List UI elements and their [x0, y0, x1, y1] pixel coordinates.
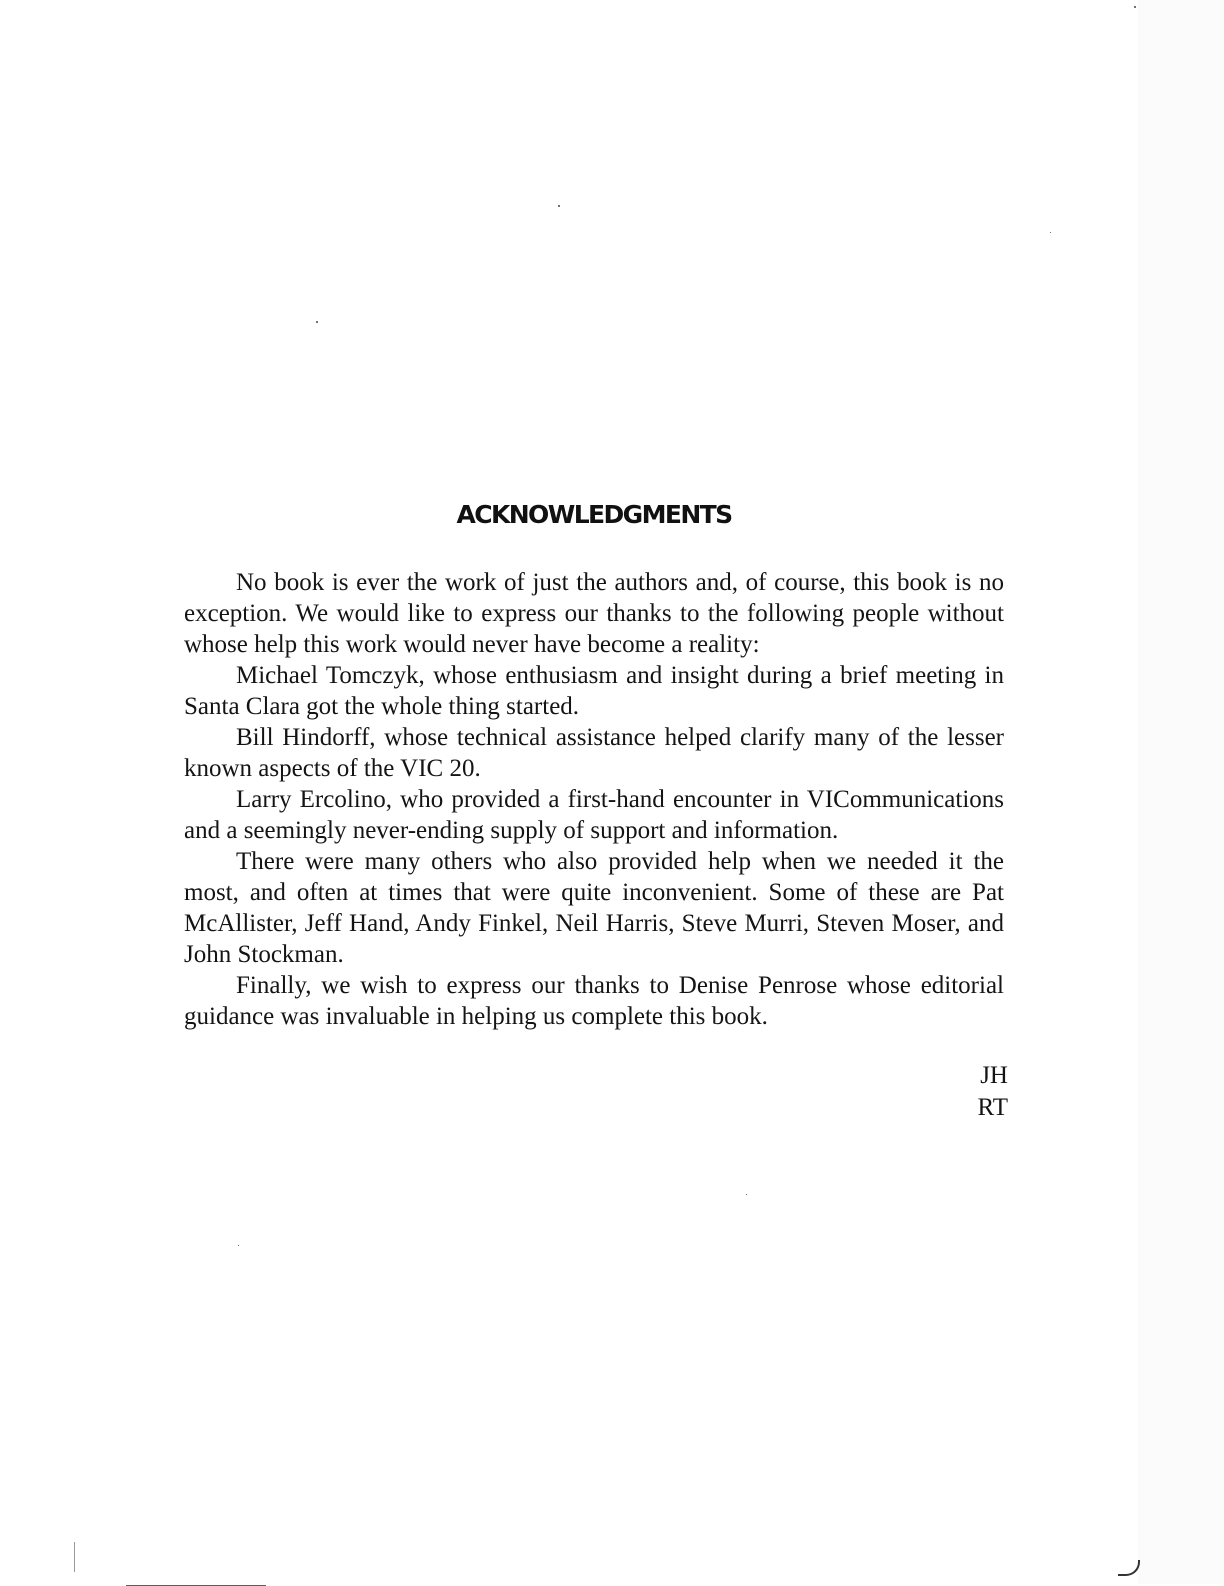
paragraph: There were many others who also provided help when we needed it the most, and often at times that were quite inconvenient. Some of these are Pat McAllister, Jeff Hand, Andy Finkel, Neil Harris, Steve Murri, Steven Moser, and John Stockman.: [184, 848, 1004, 968]
scan-speck: [316, 321, 318, 323]
paragraph: No book is ever the work of just the authors and, of course, this book is no exception. We would like to express our thanks to the following people without whose help this work would never have become a reality:: [184, 569, 1004, 658]
scan-speck: [238, 1245, 239, 1246]
scan-margin-mark: [74, 1542, 75, 1572]
paragraph: Finally, we wish to express our thanks to Denise Penrose whose editorial guidance was invaluable in helping us complete this book.: [184, 972, 1004, 1030]
acknowledgments-body: [184, 567, 1004, 1032]
page-heading: ACKNOWLEDGMENTS: [456, 500, 732, 529]
paragraph: Bill Hindorff, whose technical assistance helped clarify many of the lesser known aspects of the VIC 20.: [184, 724, 1004, 782]
scan-speck: [558, 205, 560, 207]
page-edge-shade: [1138, 0, 1224, 1584]
scan-corner-mark: [1118, 1560, 1140, 1576]
paragraph: Michael Tomczyk, whose enthusiasm and insight during a brief meeting in Santa Clara got the whole thing started.: [184, 662, 1004, 720]
initials: RT: [977, 1094, 1008, 1121]
initials: JH: [980, 1062, 1008, 1089]
scan-speck: [1050, 232, 1051, 233]
scan-speck: [746, 1194, 747, 1195]
scan-speck: [1134, 6, 1136, 8]
paragraph: Larry Ercolino, who provided a first-hand encounter in VICommunications and a seemingly never-ending supply of support and information.: [184, 786, 1004, 844]
author-initials: [960, 1060, 1008, 1124]
